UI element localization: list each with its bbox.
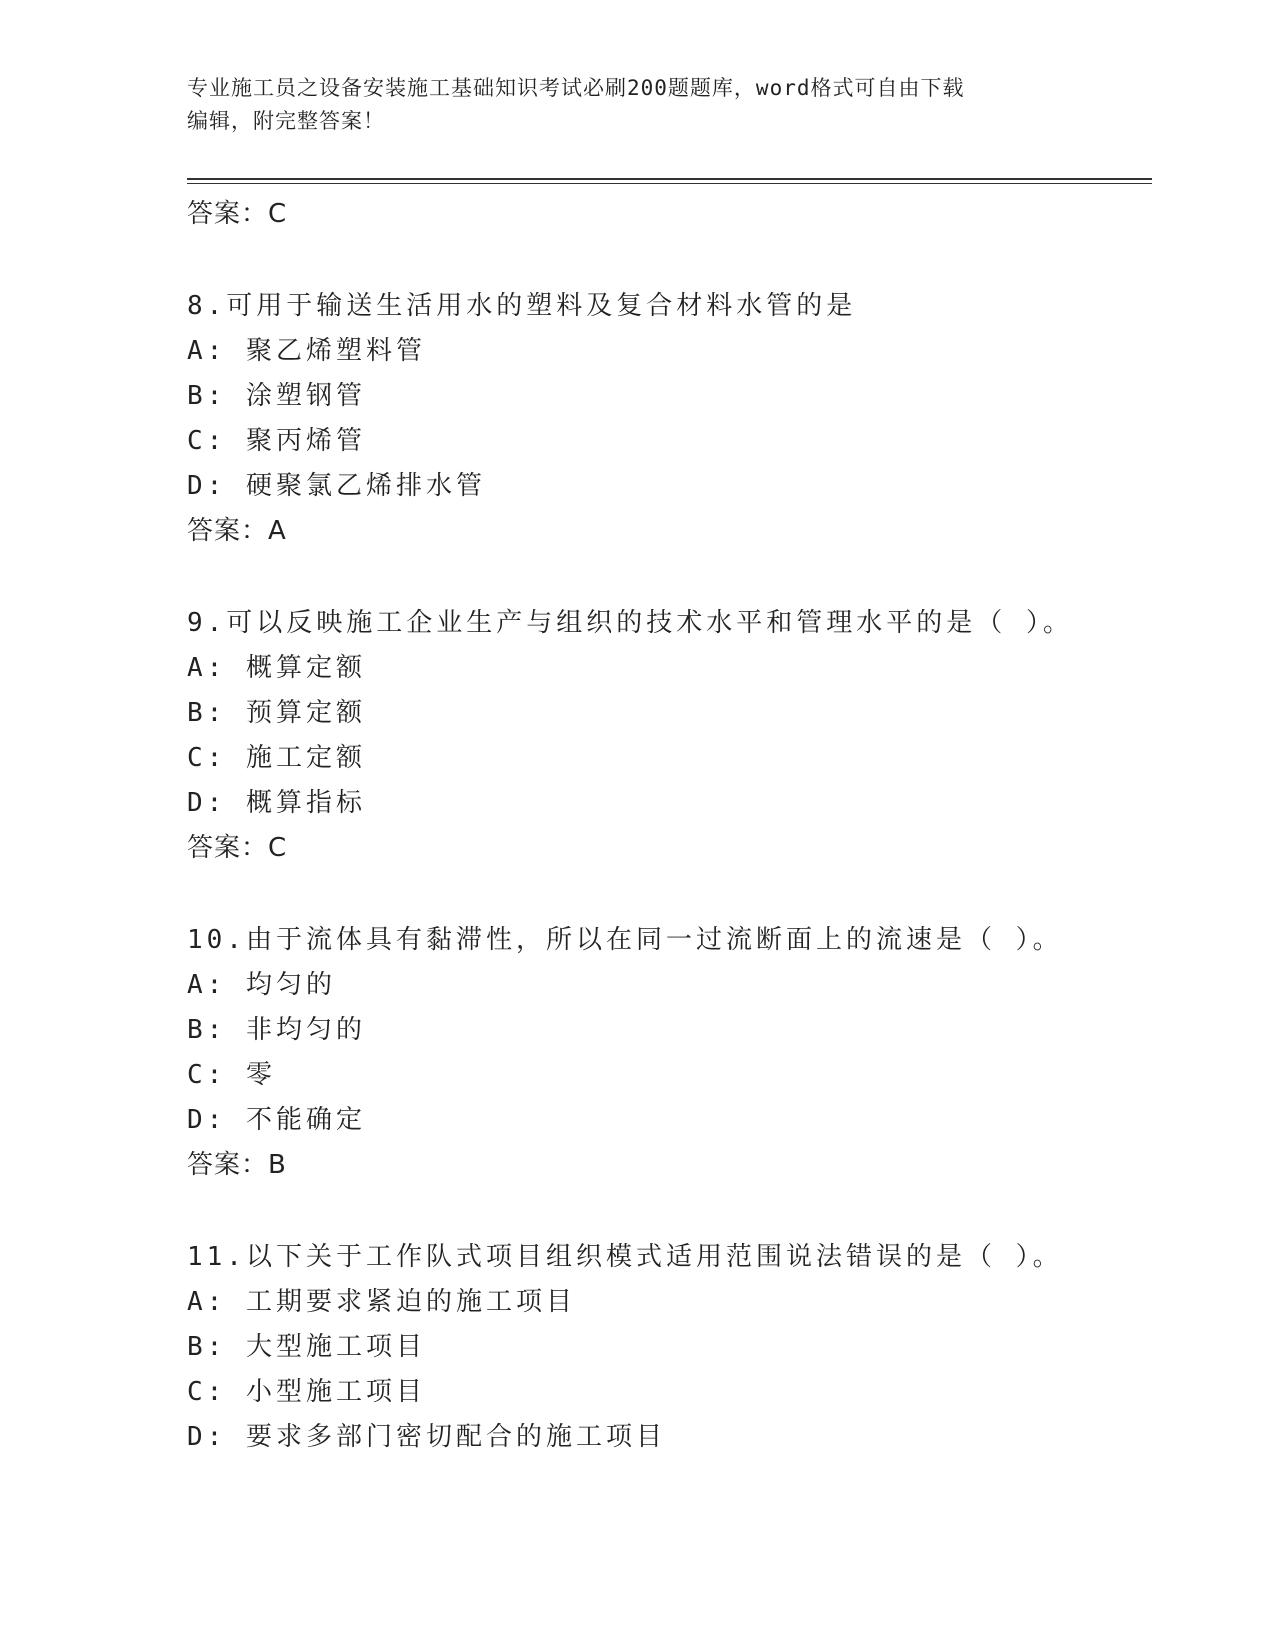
question-list: [187, 192, 1147, 1460]
option-a: A: 概算定额: [187, 653, 366, 683]
spacer: [187, 237, 1147, 284]
question-block-9: [187, 601, 1147, 871]
option-b: B: 非均匀的: [187, 1015, 366, 1045]
header-line-1: 专业施工员之设备安装施工基础知识考试必刷200题题库，word格式可自由下载: [187, 76, 965, 100]
header-divider-thin: [187, 183, 1152, 184]
question-title: 9.可以反映施工企业生产与组织的技术水平和管理水平的是（ ）。: [187, 608, 1073, 638]
question-title: 10.由于流体具有黏滞性，所以在同一过流断面上的流速是（ ）。: [187, 925, 1063, 955]
question-block-8: [187, 284, 1147, 554]
spacer: [187, 554, 1147, 601]
option-c: C: 聚丙烯管: [187, 426, 366, 456]
option-b: B: 涂塑钢管: [187, 381, 366, 411]
option-d: D: 要求多部门密切配合的施工项目: [187, 1422, 666, 1452]
answer-line: 答案：A: [187, 516, 287, 546]
option-a: A: 均匀的: [187, 970, 336, 1000]
question-title: 8.可用于输送生活用水的塑料及复合材料水管的是: [187, 291, 857, 321]
document-header: [187, 72, 1067, 138]
option-b: B: 预算定额: [187, 698, 366, 728]
spacer: [187, 1188, 1147, 1235]
option-c: C: 施工定额: [187, 743, 366, 773]
option-b: B: 大型施工项目: [187, 1332, 426, 1362]
answer-line: 答案：B: [187, 1150, 287, 1180]
question-title: 11.以下关于工作队式项目组织模式适用范围说法错误的是（ ）。: [187, 1242, 1063, 1272]
option-c: C: 零: [187, 1060, 276, 1090]
option-c: C: 小型施工项目: [187, 1377, 426, 1407]
option-d: D: 硬聚氯乙烯排水管: [187, 471, 486, 501]
header-line-2: 编辑，附完整答案！: [187, 109, 385, 133]
option-a: A: 工期要求紧迫的施工项目: [187, 1287, 576, 1317]
option-d: D: 概算指标: [187, 788, 366, 818]
option-d: D: 不能确定: [187, 1105, 366, 1135]
header-divider-thick: [187, 178, 1152, 180]
option-a: A: 聚乙烯塑料管: [187, 336, 426, 366]
spacer: [187, 871, 1147, 918]
answer-line: 答案：C: [187, 833, 288, 863]
question-block-10: [187, 918, 1147, 1188]
question-block-11: [187, 1235, 1147, 1460]
answer-line: 答案：C: [187, 199, 288, 229]
